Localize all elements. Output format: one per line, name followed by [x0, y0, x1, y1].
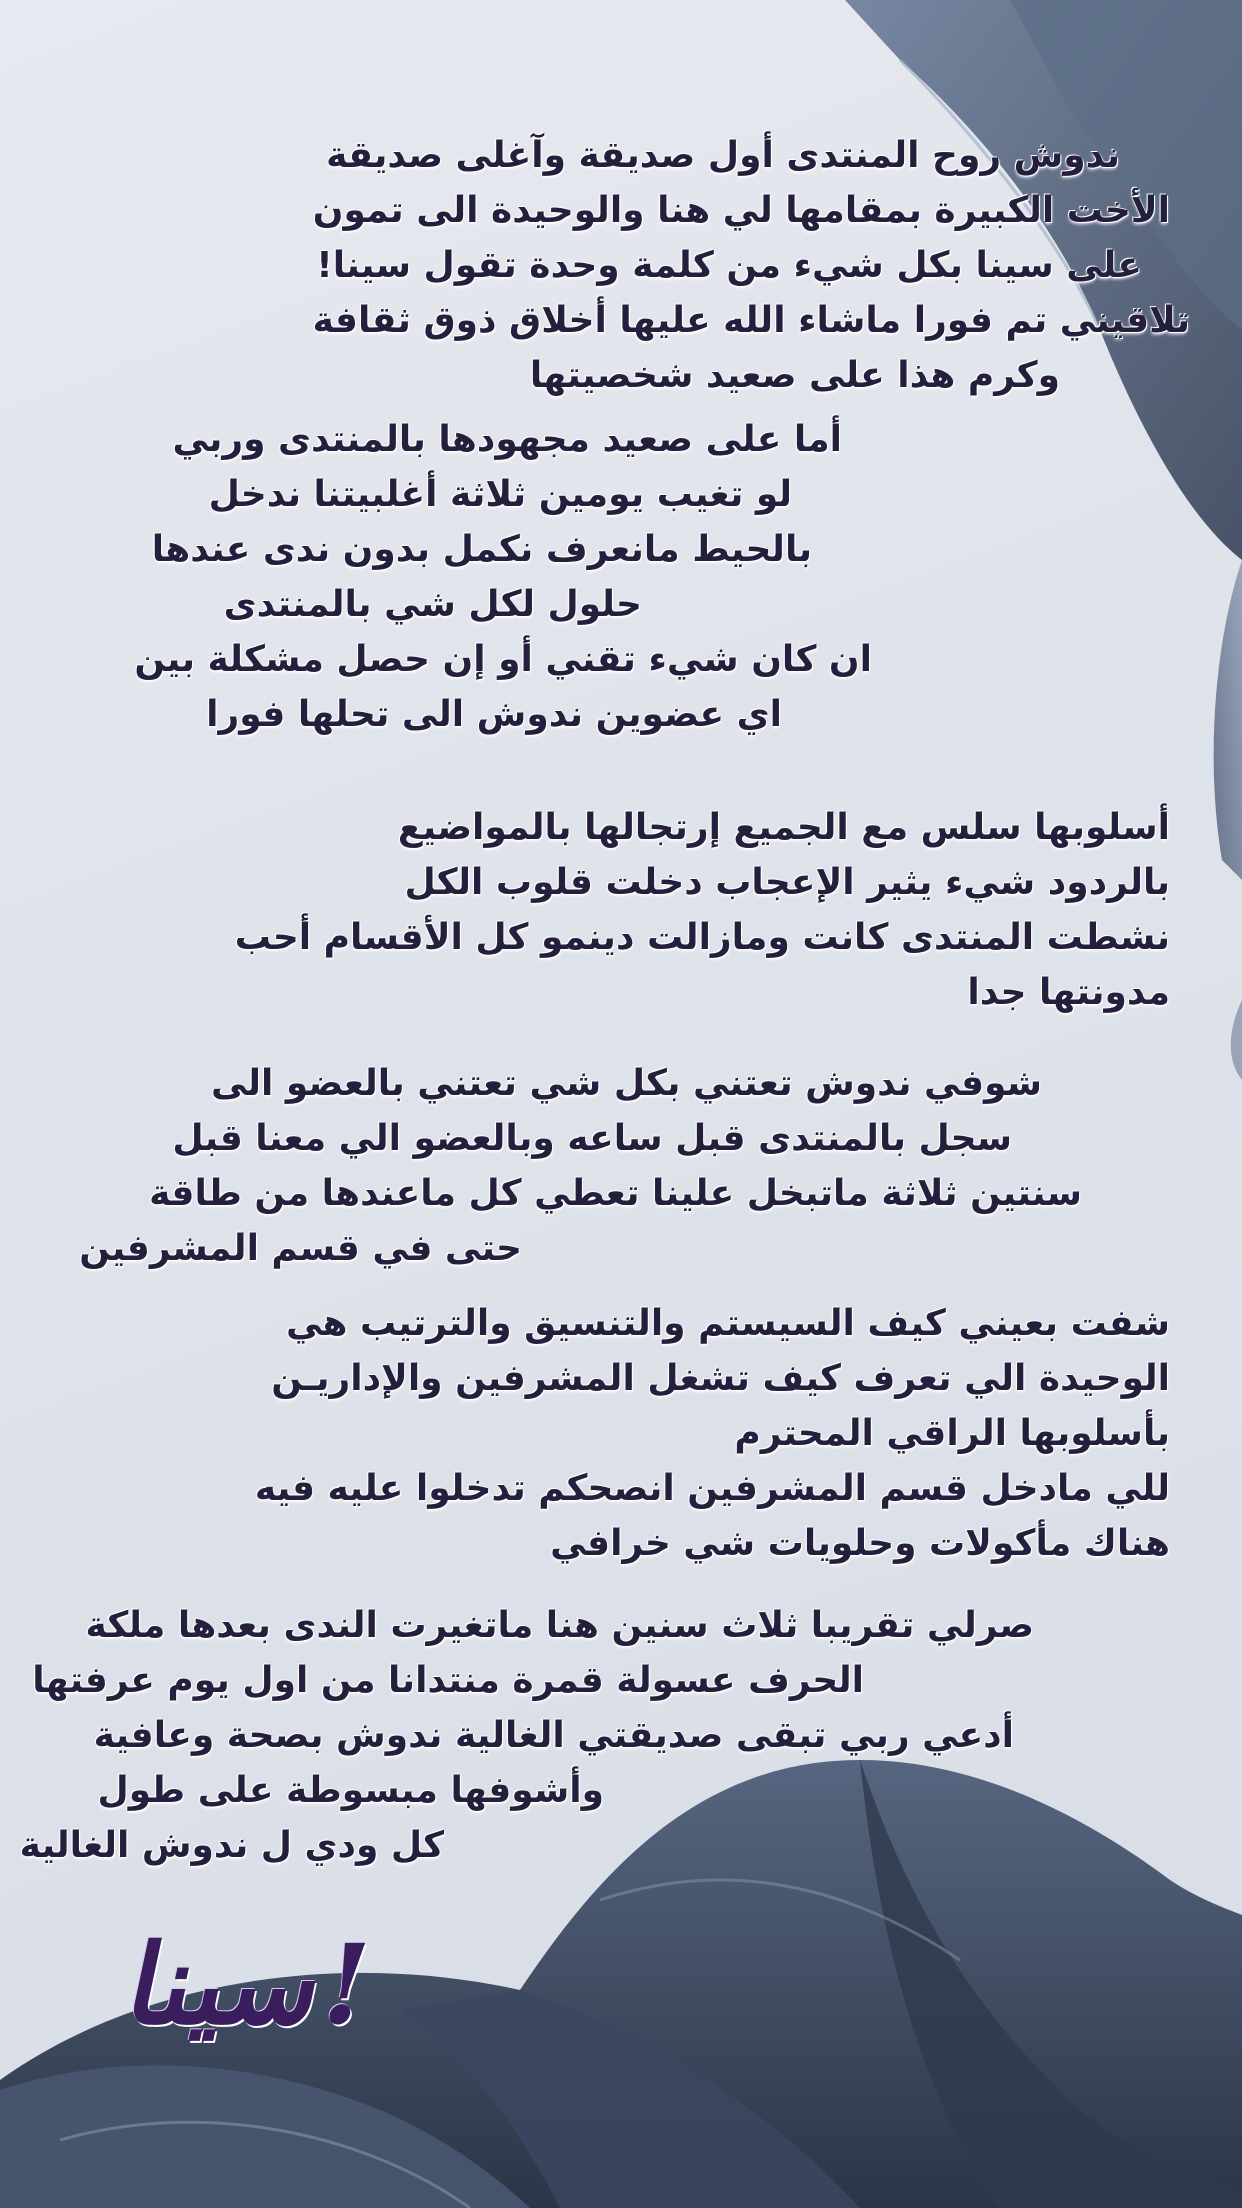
text-line: حتى في قسم المشرفين: [79, 1228, 522, 1269]
text-line: تلاقيني تم فورا ماشاء الله عليها أخلاق ذوق ثقافة: [312, 300, 1190, 341]
text-line: وأشوفها مبسوطة على طول: [97, 1770, 604, 1811]
paragraph-care: [22, 1056, 1082, 1276]
paragraph-style: [110, 800, 1170, 1020]
text-line: وكرم هذا على صعيد شخصيتها: [529, 355, 1060, 396]
text-line: مدونتها جدا: [967, 972, 1170, 1013]
text-line: أسلوبها سلس مع الجميع إرتجالها بالمواضيع: [397, 807, 1170, 848]
paragraph-system: [110, 1296, 1170, 1571]
text-line: الوحيدة الي تعرف كيف تشغل المشرفين والإداريـن: [271, 1358, 1170, 1399]
text-line: نشطت المنتدى كانت ومازالت دينمو كل الأقسام أحب: [234, 917, 1170, 958]
text-line: بأسلوبها الراقي المحترم: [734, 1413, 1170, 1454]
text-line: كل ودي ل ندوش الغالية: [19, 1825, 444, 1866]
text-line: شفت بعيني كيف السيستم والتنسيق والترتيب هي: [286, 1303, 1170, 1344]
text-line: أما على صعيد مجهودها بالمنتدى وربي: [172, 419, 842, 460]
signature: سينا!: [116, 1920, 385, 2049]
paragraph-efforts: [52, 412, 872, 742]
text-line: سنتين ثلاثة ماتبخل علينا تعطي كل ماعندها من طاقة: [149, 1173, 1082, 1214]
text-line: هناك مأكولات وحلويات شي خرافي: [550, 1523, 1170, 1564]
text-line: حلول لكل شي بالمنتدى: [223, 584, 642, 625]
text-line: سجل بالمنتدى قبل ساعه وبالعضو الي معنا قبل: [172, 1118, 1012, 1159]
text-line: على سينا بكل شيء من كلمة وحدة تقول سينا!: [316, 245, 1142, 286]
text-line: للي مادخل قسم المشرفين انصحكم تدخلوا عليه فيه: [254, 1468, 1170, 1509]
text-line: بالحيط مانعرف نكمل بدون ندى عندها: [151, 529, 812, 570]
text-line: شوفي ندوش تعتني بكل شي تعتني بالعضو الى: [211, 1063, 1042, 1104]
text-line: لو تغيب يومين ثلاثة أغلبيتنا ندخل: [208, 474, 792, 515]
text-line: الأخت الكبيرة بمقامها لي هنا والوحيدة الى تمون: [312, 190, 1170, 231]
text-line: أدعي ربي تبقى صديقتي الغالية ندوش بصحة وعافية: [93, 1715, 1014, 1756]
paragraph-closing: [19, 1598, 1094, 1873]
paragraph-intro: [312, 128, 1190, 403]
text-line: ان كان شيء تقني أو إن حصل مشكلة بين: [134, 639, 872, 680]
text-line: الحرف عسولة قمرة منتدانا من اول يوم عرفتها: [32, 1660, 864, 1701]
text-line: اي عضوين ندوش الى تحلها فورا: [206, 694, 782, 735]
text-line: بالردود شيء يثير الإعجاب دخلت قلوب الكل: [404, 862, 1170, 903]
text-line: ندوش روح المنتدى أول صديقة وآغلى صديقة: [326, 135, 1120, 176]
text-line: صرلي تقريبا ثلاث سنين هنا ماتغيرت الندى بعدها ملكة: [85, 1605, 1034, 1646]
